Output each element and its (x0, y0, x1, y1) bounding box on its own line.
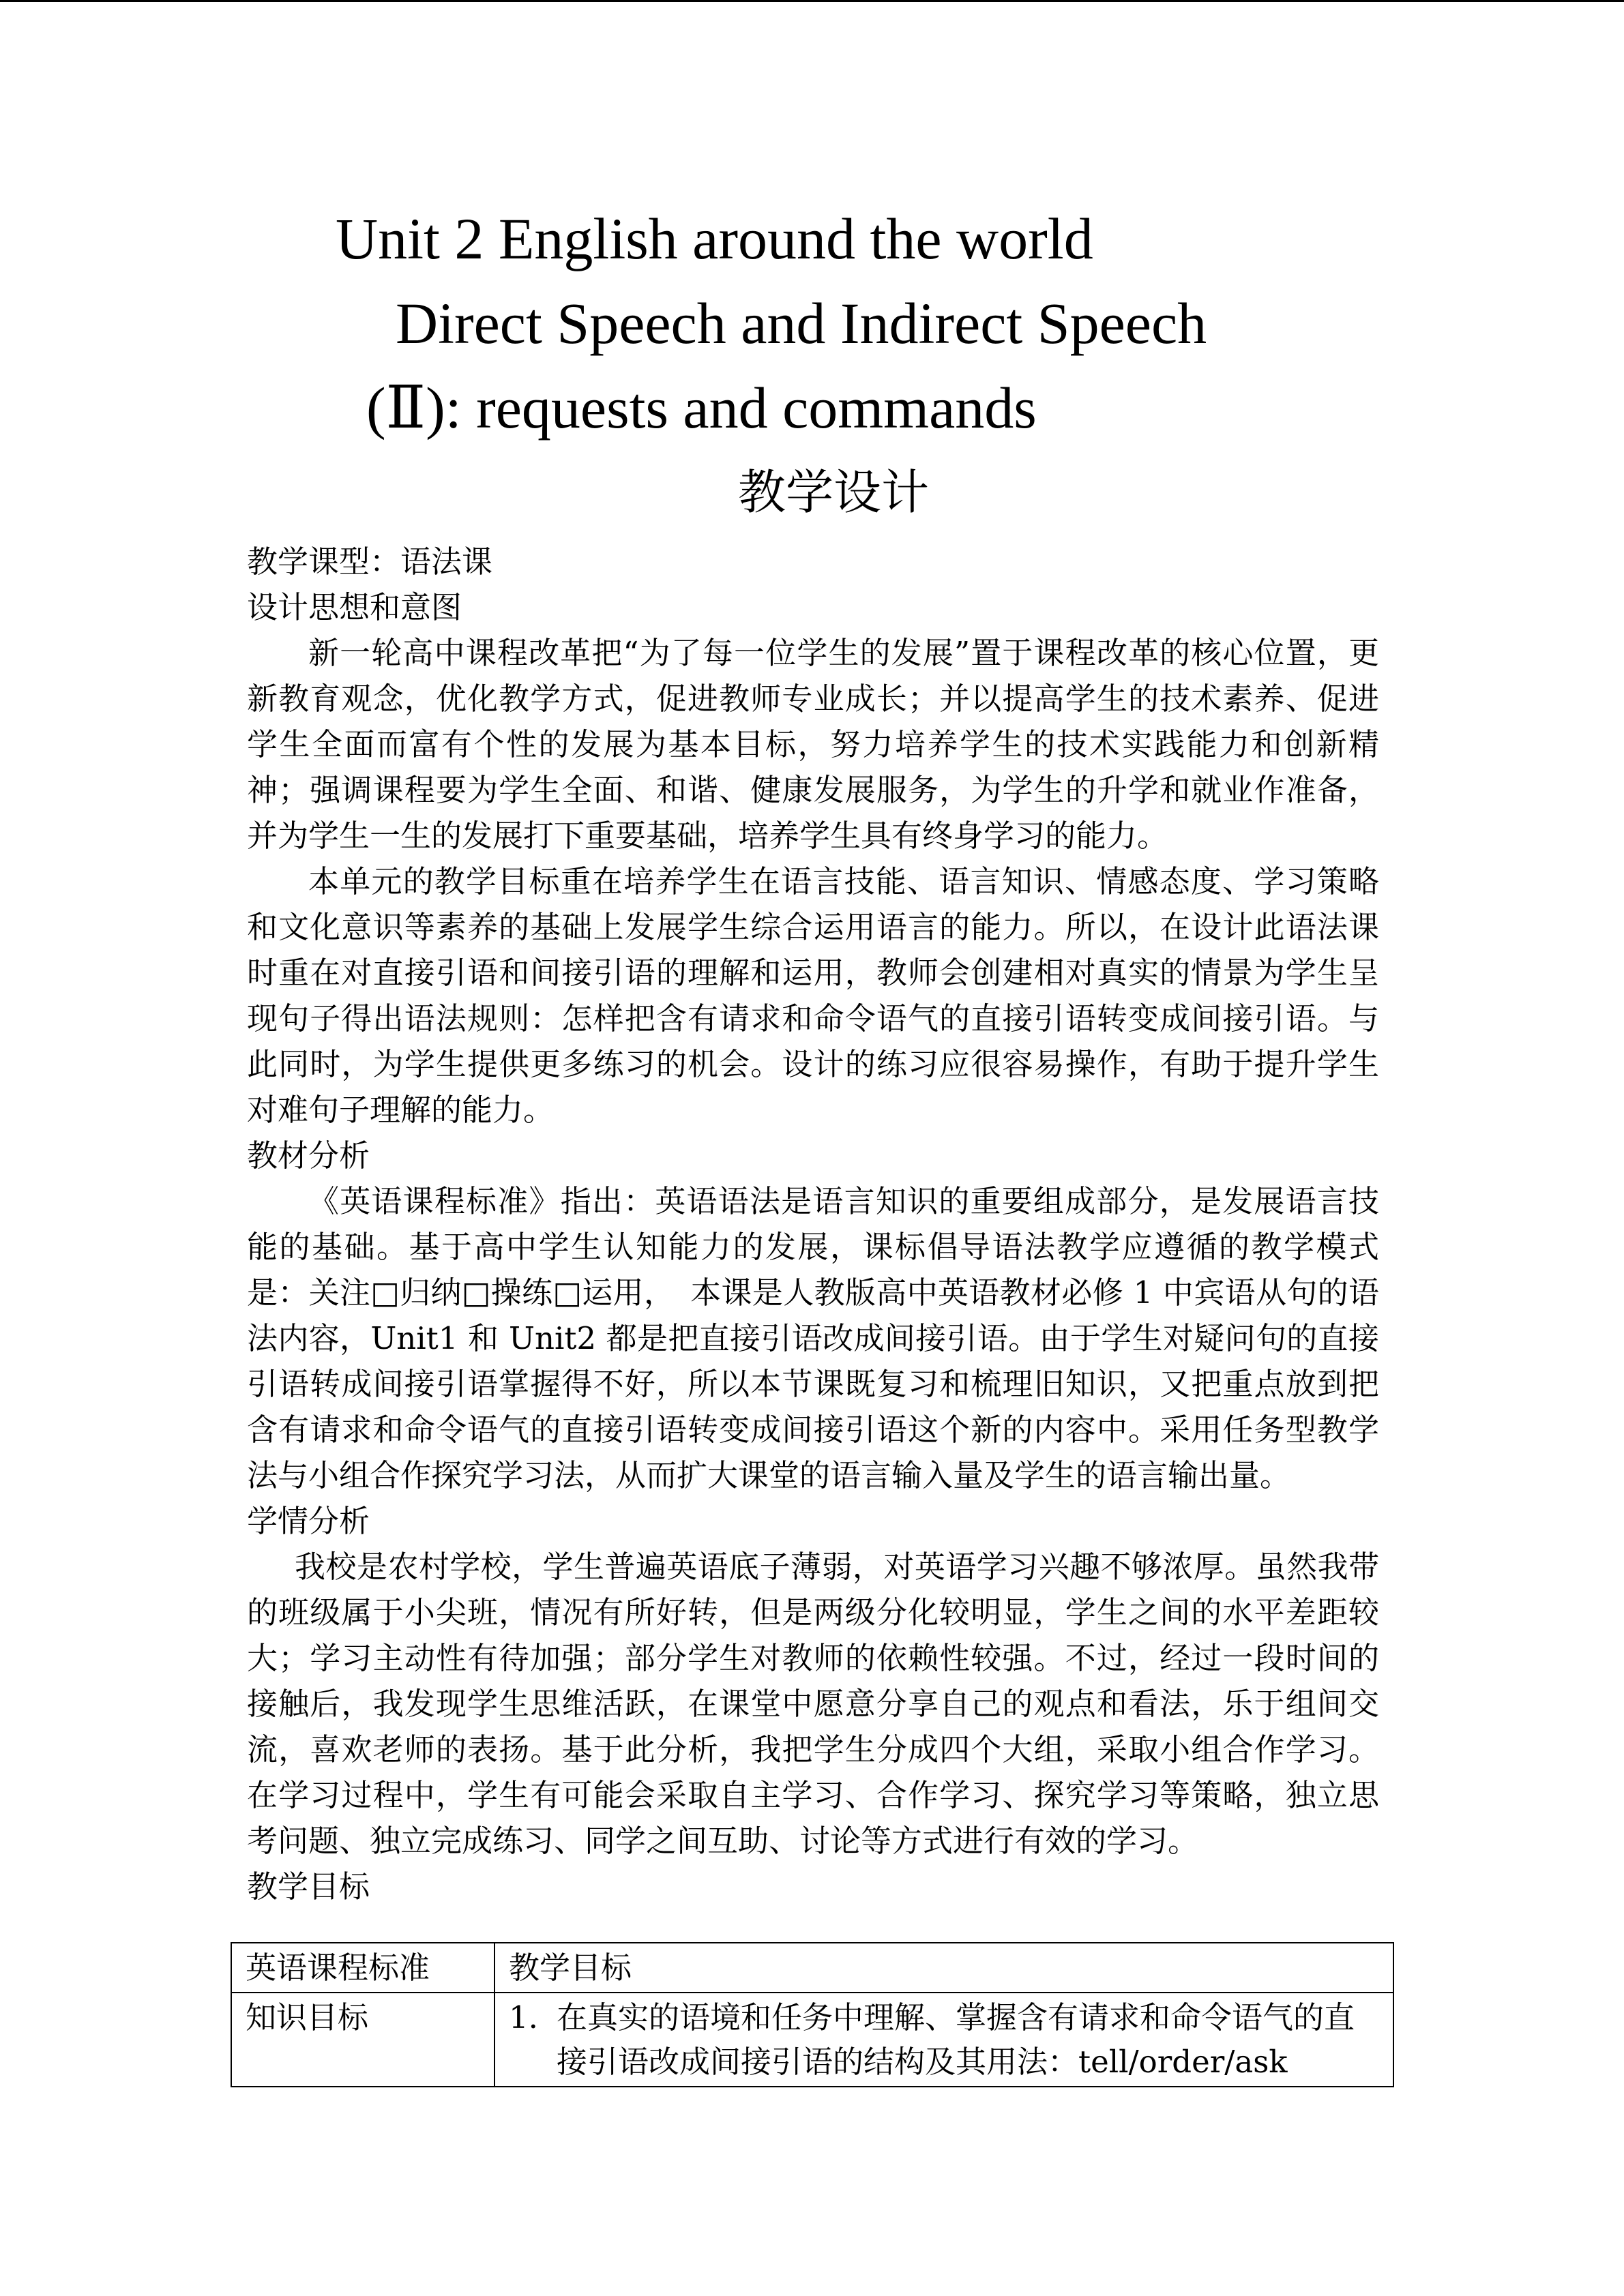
section-heading-textbook: 教材分析 (247, 1137, 370, 1174)
section-heading-objectives: 教学目标 (247, 1868, 370, 1905)
textbook-paragraph-1: 《英语课程标准》指出：英语语法是语言知识的重要组成部分，是发展语言技能的基础。基于高中学生认知能力的发展，课标倡导语法教学应遵循的教学模式是：关注□归纳□操练□运用， 本课是人教版高中英语教材必修 1 中宾语从句的语法内容，Unit1 和 Unit2 都是把直接引语改成间接引语。由于学生对疑问句的直接引语转成间接引语掌握得不好，所以本节课既复习和梳理旧知识，又把重点放到把含有请求和命令语气的直接引语转变成间接引语这个新的内容中。采用任务型教学法与小组合作探究学习法，从而扩大课堂的语言输入量及学生的语言输出量。 (247, 1183, 1379, 1493)
title-subtopic: (Ⅱ): requests and commands (366, 375, 1037, 441)
design-paragraph-1: 新一轮高中课程改革把“为了每一位学生的发展”置于课程改革的核心位置，更新教育观念，优化教学方式，促进教师专业成长；并以提高学生的技术素养、促进学生全面而富有个性的发展为基本目标，努力培养学生的技术实践能力和创新精神；强调课程要为学生全面、和谐、健康发展服务，为学生的升学和就业作准备，并为学生一生的发展打下重要基础，培养学生具有终身学习的能力。 (247, 635, 1379, 854)
goal-item-number: 1. (509, 1999, 538, 2036)
table-row (231, 1993, 1393, 2087)
goal-item (509, 1995, 1379, 2084)
design-paragraph-2: 本单元的教学目标重在培养学生在语言技能、语言知识、情感态度、学习策略和文化意识等素养的基础上发展学生综合运用语言的能力。所以，在设计此语法课时重在对直接引语和间接引语的理解和运用，教师会创建相对真实的情景为学生呈现句子得出语法规则：怎样把含有请求和命令语气的直接引语转变成间接引语。与此同时，为学生提供更多练习的机会。设计的练习应很容易操作，有助于提升学生对难句子理解的能力。 (247, 863, 1379, 1128)
section-heading-students: 学情分析 (247, 1503, 370, 1539)
lesson-type: 教学课型：语法课 (247, 543, 493, 580)
page-top-border (0, 0, 1624, 2)
table-header-standard: 英语课程标准 (231, 1943, 494, 1993)
title-topic: Direct Speech and Indirect Speech (396, 290, 1207, 356)
goal-item-text: 在真实的语境和任务中理解、掌握含有请求和命令语气的直接引语改成间接引语的结构及其用法：tell/order/ask (557, 1999, 1355, 2080)
title-teaching-design: 教学设计 (738, 464, 929, 520)
objectives-table (231, 1942, 1394, 2087)
table-header-objective: 教学目标 (494, 1943, 1393, 1993)
table-cell-objective (494, 1993, 1393, 2087)
table-header-row (231, 1943, 1393, 1993)
table-cell-category: 知识目标 (231, 1993, 494, 2087)
students-paragraph-1: 我校是农村学校，学生普遍英语底子薄弱，对英语学习兴趣不够浓厚。虽然我带的班级属于小尖班，情况有所好转，但是两级分化较明显，学生之间的水平差距较大；学习主动性有待加强；部分学生对教师的依赖性较强。不过，经过一段时间的接触后，我发现学生思维活跃，在课堂中愿意分享自己的观点和看法，乐于组间交流，喜欢老师的表扬。基于此分析，我把学生分成四个大组，采取小组合作学习。在学习过程中，学生有可能会采取自主学习、合作学习、探究学习等策略，独立思考问题、独立完成练习、同学之间互助、讨论等方式进行有效的学习。 (247, 1549, 1379, 1859)
section-heading-design: 设计思想和意图 (247, 589, 462, 625)
document-body (247, 539, 1379, 1909)
title-unit: Unit 2 English around the world (336, 206, 1093, 271)
